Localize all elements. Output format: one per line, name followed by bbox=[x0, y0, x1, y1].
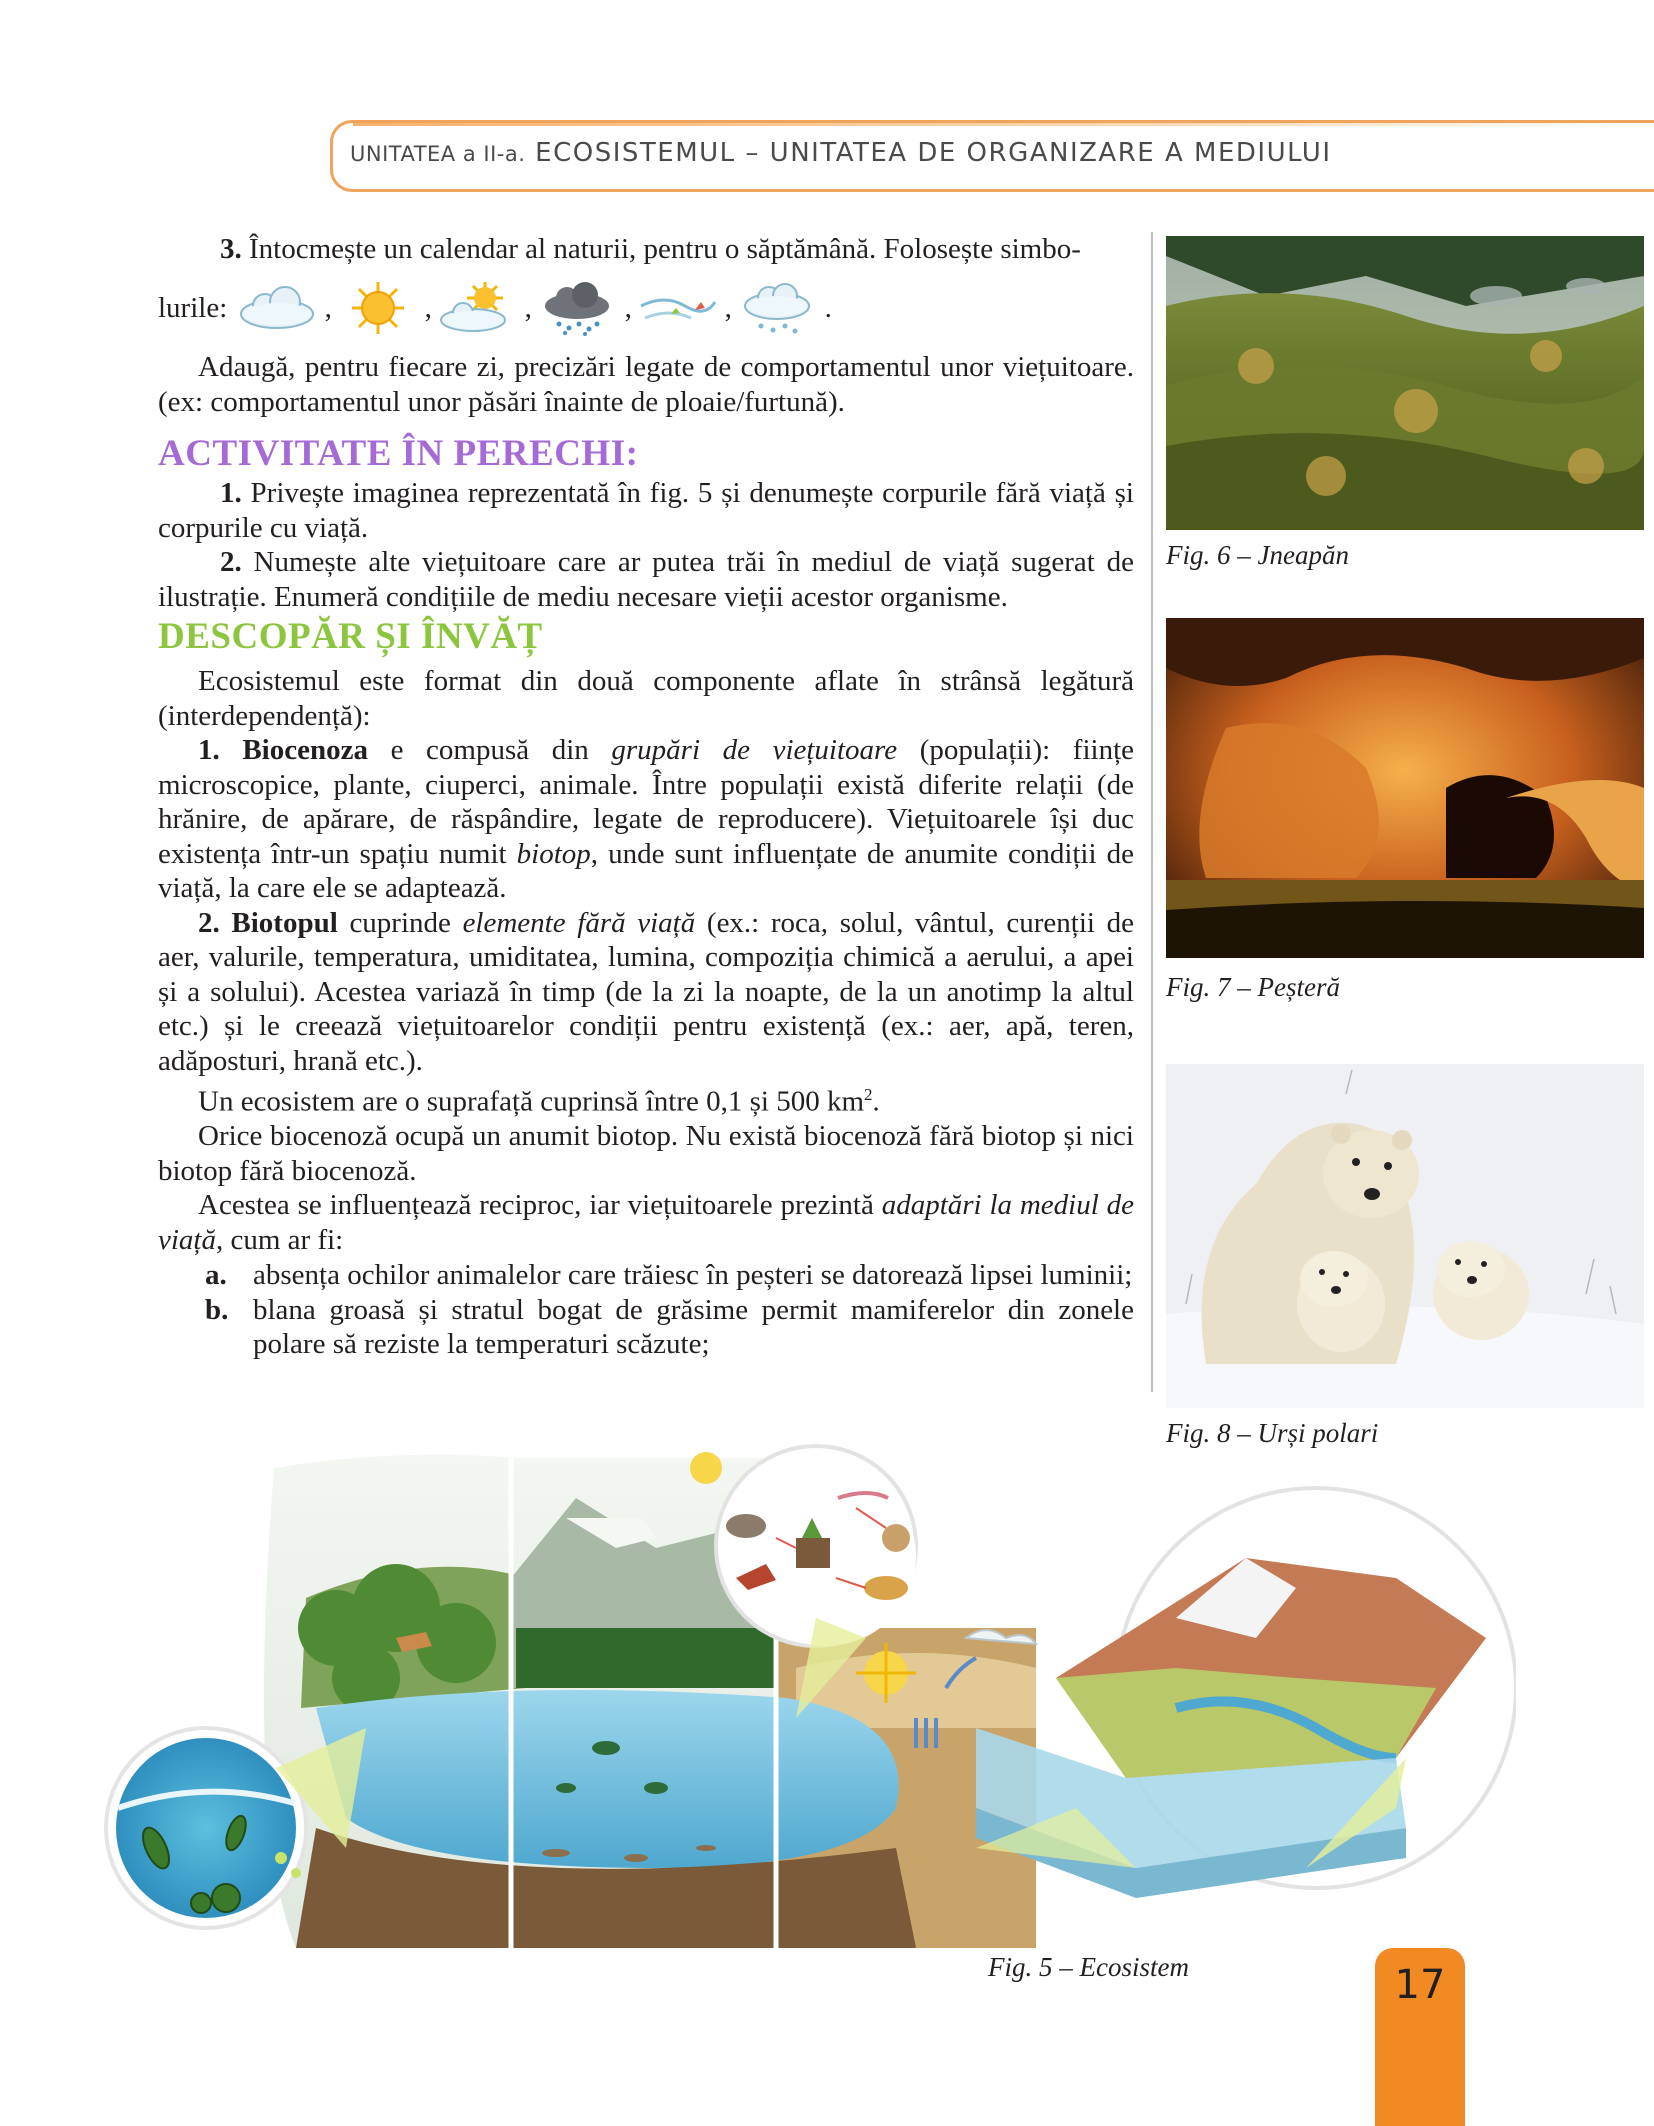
column-divider bbox=[1151, 232, 1153, 1392]
weather-symbols-row: lurile: , , , , , . bbox=[158, 280, 835, 336]
activity-items bbox=[158, 476, 1134, 614]
activity-item-2: 2. Numește alte viețuitoare care ar putea trăi în mediul de viață sugerat de ilustrație. Enumeră condițiile de mediu necesare vieții acestor organisme. bbox=[158, 546, 1134, 613]
discover-intro: Ecosistemul este format din două componente aflate în strânsă legătură (interdependență): bbox=[158, 665, 1134, 732]
snow-cloud-icon bbox=[735, 280, 821, 336]
list-item: b. blana groasă și stratul bogat de grăsime permit mamiferelor din zonele polare să reziste la temperaturi scăzute; bbox=[205, 1293, 1134, 1360]
adaptation-paragraph: Acestea se influențează reciproc, iar viețuitoarele prezintă adaptări la mediul de viață, cum ar fi: bbox=[158, 1189, 1135, 1256]
activity-heading: ACTIVITATE ÎN PERECHI: bbox=[158, 433, 639, 474]
discover-body bbox=[158, 664, 1134, 1257]
juniper-photo bbox=[1166, 236, 1644, 530]
ecosystem-illustration bbox=[96, 1428, 1516, 1968]
fig7-caption: Fig. 7 – Peșteră bbox=[1166, 972, 1340, 1002]
symbols-label: lurile: bbox=[158, 291, 228, 324]
adaptation-list bbox=[205, 1258, 1134, 1362]
rain-cloud-icon bbox=[535, 280, 621, 336]
cloud-icon bbox=[235, 280, 321, 336]
running-header bbox=[350, 138, 1332, 168]
fig5-caption: Fig. 5 – Ecosistem bbox=[988, 1952, 1189, 1982]
chapter-title: ECOSISTEMUL – UNITATEA DE ORGANIZARE A MEDIULUI bbox=[535, 138, 1332, 168]
cave-photo bbox=[1166, 618, 1644, 958]
polar-bears-photo bbox=[1166, 1064, 1644, 1408]
discover-heading: DESCOPĂR ȘI ÎNVĂȚ bbox=[158, 616, 543, 657]
biotopul-paragraph: 2. Biotopul cuprinde elemente fără viață (ex.: roca, solul, vântul, curenții de aer, valurile, temperatura, umiditatea, lumina, compoziția chimică a aerului, a apei și a solului). Acestea variază în timp (de la zi la noapte, de la un anotimp la altul etc.) și le creează viețuitoarelor condiții pentru existență (ex.: aer, apă, teren, adăposturi, hrană etc.). bbox=[158, 906, 1134, 1077]
page-number: 17 bbox=[1394, 1962, 1446, 2008]
unit-prefix: UNITATEA a II-a. bbox=[350, 142, 526, 166]
sun-cloud-icon bbox=[435, 280, 521, 336]
list-item: a. absența ochilor animalelor care trăiesc în peșteri se datorează lipsei luminii; bbox=[205, 1259, 1133, 1291]
biotop-paragraph: Orice biocenoză ocupă un anumit biotop. Nu există biocenoză fără biotop și nici biotop fără biocenoză. bbox=[158, 1120, 1134, 1187]
exercise-3-paragraph: Adaugă, pentru fiecare zi, precizări legate de comportamentul unor viețuitoare. (ex: comportamentul unor păsări înainte de ploaie/furtună). bbox=[158, 351, 1134, 418]
fig6-caption: Fig. 6 – Jneapăn bbox=[1166, 540, 1349, 570]
activity-item-1: 1. Privește imaginea reprezentată în fig. 5 și denumește corpurile fără viață și corpurile cu viață. bbox=[158, 477, 1134, 544]
fig8-caption: Fig. 8 – Urși polari bbox=[1166, 1418, 1379, 1448]
exercise-3: 3. Întocmește un calendar al naturii, pentru o săptămână. Folosește simbo- bbox=[220, 233, 1081, 265]
sun-icon bbox=[335, 280, 421, 336]
biocenoza-paragraph: 1. Biocenoza e compusă din grupări de viețuitoare (populații): ființe microscopice, plante, ciuperci, animale. Între populații există diferite relații (de hrănire, de apărare, de răspândire, legate de reproducere). Viețuitoarele își duc existența într-un spațiu numit biotop, unde sunt influențate de anumite condiții de viață, la care ele se adaptează. bbox=[158, 734, 1134, 904]
wind-icon bbox=[635, 280, 721, 336]
surface-paragraph: Un ecosistem are o suprafață cuprinsă între 0,1 și 500 $km^2$. bbox=[198, 1085, 880, 1118]
